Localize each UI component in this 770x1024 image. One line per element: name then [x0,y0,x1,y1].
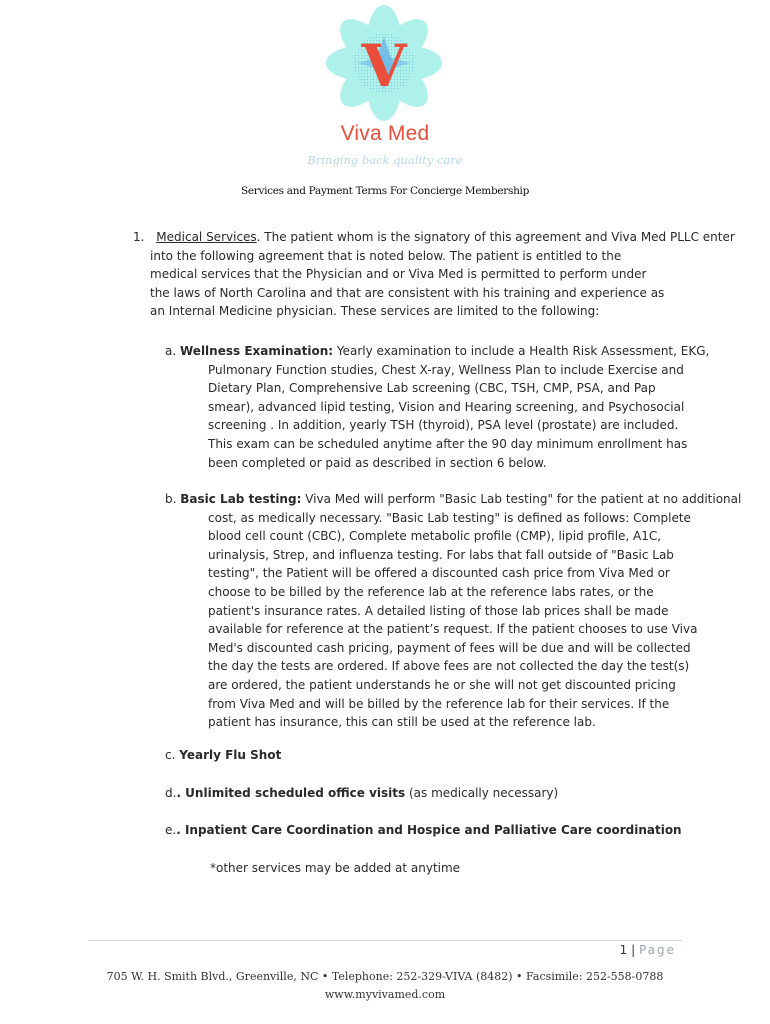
section-number: 1. [133,230,145,244]
item-a-text: Yearly examination to include a Health Risk Assessment, EKG, [333,344,710,358]
footer-website: www.myvivamed.com [324,988,446,1001]
item-a-text: Pulmonary Function studies, Chest X-ray, Wellness Plan to include Exercise and [208,362,684,377]
section-intro-line: the laws of North Carolina and that are consistent with his training and experience as [150,285,665,300]
item-b-text: Med's discounted cash pricing, payment of fees will be due and will be collected [208,640,691,655]
item-a-text: smear), advanced lipid testing, Vision and Hearing screening, and Psychosocial [208,399,685,414]
section-intro-line: into the following agreement that is noted below. The patient is entitled to the [150,248,622,263]
item-a-text: screening . In addition, yearly TSH (thyroid), PSA level (prostate) are included. [208,418,679,433]
item-a-line [165,342,709,361]
page-number [620,943,676,957]
footer-address: 705 W. H. Smith Blvd., Greenville, NC • Telephone: 252-329-VIVA (8482) • Facsimile: 252-558-0788 [106,970,664,983]
section-1-line [133,228,735,247]
item-b-text: blood cell count (CBC), Complete metabolic profile (CMP), lipid profile, A1C, [208,529,662,544]
item-d-line [165,784,558,803]
item-b-text: Viva Med will perform "Basic Lab testing" for the patient at no additional [301,492,742,506]
section-heading: Medical Services [156,230,257,244]
item-a-text: Dietary Plan, Comprehensive Lab screening (CBC, TSH, CMP, PSA, and Pap [208,381,656,396]
item-a-text: This exam can be scheduled anytime after the 90 day minimum enrollment has [208,437,688,451]
footer-divider [88,940,682,941]
item-marker: c. [165,748,176,762]
item-e-title: . Inpatient Care Coordination and Hospice and Palliative Care coordination [176,823,682,837]
item-b-text: urinalysis, Strep, and influenza testing. For labs that fall outside of "Basic Lab [208,547,674,562]
tagline: Bringing back quality care [307,153,463,167]
section-intro-line: an Internal Medicine physician. These services are limited to the following: [150,304,600,319]
item-b-text: available for reference at the patient’s request. If the patient chooses to use Viva [208,622,698,637]
item-c-title: Yearly Flu Shot [179,748,282,762]
item-c-line [165,746,281,765]
page-number-value: 1 [619,943,628,957]
item-b-text: patient has insurance, this can still be used at the reference lab. [208,715,596,730]
item-d-note: (as medically necessary) [405,786,559,800]
document-title: Services and Payment Terms For Concierge Membership [240,185,530,197]
item-a-title: Wellness Examination: [180,344,334,358]
item-b-text: patient's insurance rates. A detailed listing of those lab prices shall be made [208,603,669,618]
item-b-text: the day the tests are ordered. If above fees are not collected the day the test(s) [208,659,690,674]
page-separator: | [631,943,636,957]
item-marker: d. [165,786,177,800]
item-b-text: choose to be billed by the reference lab at the reference labs rates, or the [208,585,654,599]
page-label: Page [638,943,676,957]
item-b-text: are ordered, the patient understands he or she will not get discounted pricing [208,678,676,692]
item-b-text: cost, as medically necessary. "Basic Lab testing" is defined as follows: Complete [208,510,691,525]
item-e-line [165,821,682,840]
viva-med-logo [320,4,448,122]
item-b-text: from Viva Med and will be billed by the reference lab for their services. If the [208,696,670,711]
item-b-title: Basic Lab testing: [180,492,302,506]
brand-name: Viva Med [340,122,430,145]
section-intro-line: medical services that the Physician and or Viva Med is permitted to perform under [150,267,647,282]
item-marker: e. [165,823,177,837]
item-marker: b. [165,492,177,506]
item-b-line [165,490,741,509]
item-b-text: testing", the Patient will be offered a discounted cash price from Viva Med or [208,566,670,581]
services-note: *other services may be added at anytime [210,861,461,875]
logo-letter: V [361,32,407,100]
item-d-title: . Unlimited scheduled office visits [176,786,406,800]
section-intro-line: . The patient whom is the signatory of this agreement and Viva Med PLLC enter [256,230,735,244]
item-marker: a. [165,344,177,358]
item-a-text: been completed or paid as described in section 6 below. [208,455,547,470]
